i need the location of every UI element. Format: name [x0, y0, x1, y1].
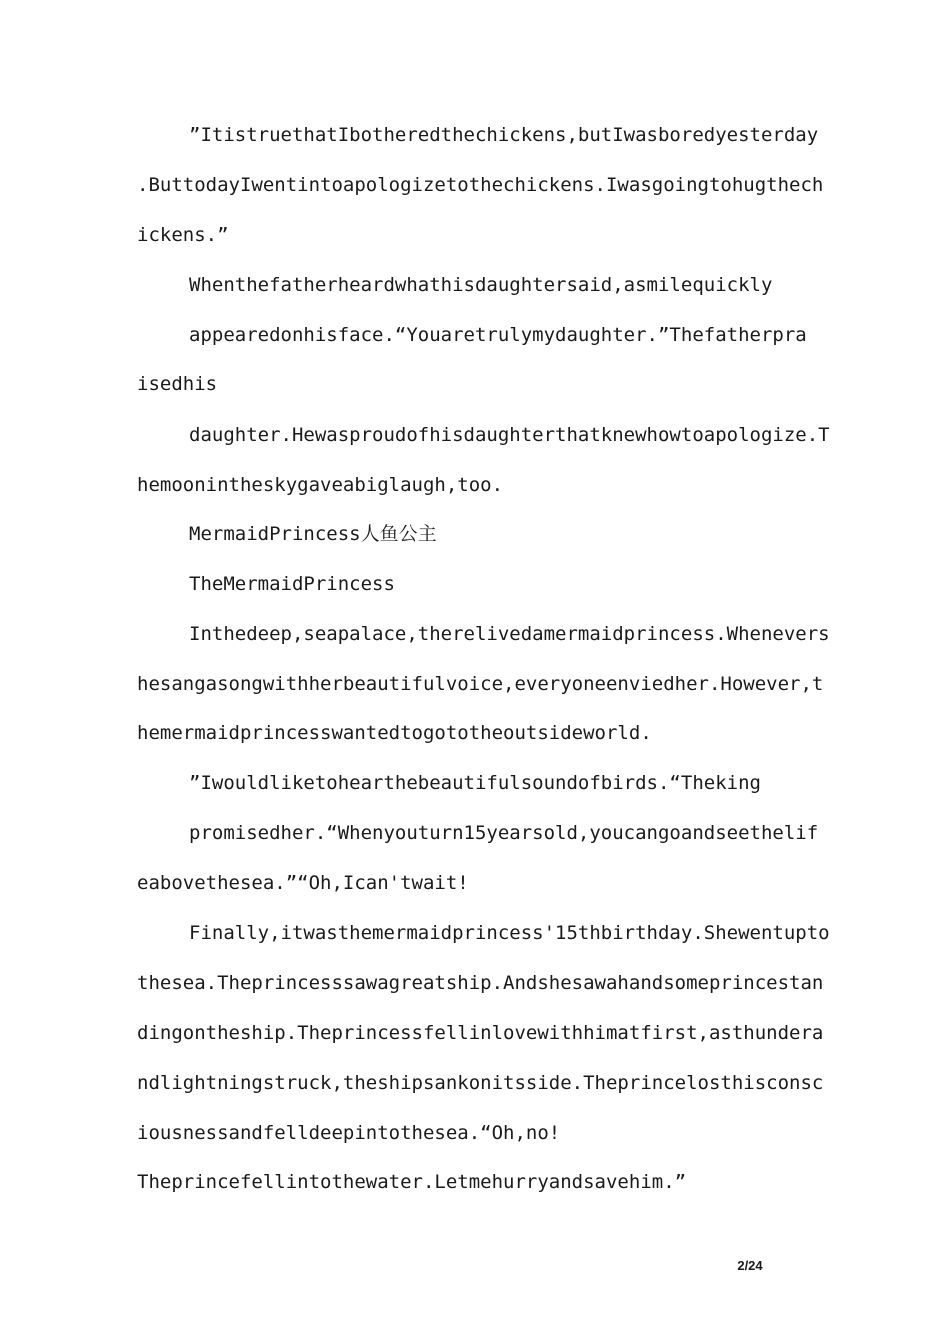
text-line: promisedher.“Whenyouturn15yearsold,youcangoandseethelif: [189, 822, 819, 844]
text-line: eabovethesea.”“Oh,Ican'twait!: [137, 872, 469, 894]
text-line: .ButtodayIwentintoapologizetothechickens.Iwasgoingtohugthech: [137, 174, 824, 196]
text-line: ickens.”: [137, 224, 229, 246]
text-line: Finally,itwasthemermaidprincess'15thbirthday.Shewentupto: [189, 922, 830, 944]
text-line: thesea.Theprincesssawagreatship.Andshesawahandsomeprincestan: [137, 972, 824, 994]
section-heading: MermaidPrincess人鱼公主: [189, 523, 437, 545]
text-line: dingontheship.Theprincessfellinlovewithhimatfirst,asthundera: [137, 1022, 824, 1044]
text-line: ”ItistruethatIbotheredthechickens,butIwasboredyesterday: [189, 124, 819, 146]
text-line: Whenthefatherheardwhathisdaughtersaid,asmilequickly: [189, 274, 773, 296]
text-line: hemoonintheskygaveabiglaugh,too.: [137, 474, 504, 496]
story-title: TheMermaidPrincess: [189, 573, 395, 595]
text-line: hesangasongwithherbeautifulvoice,everyoneenviedher.However,t: [137, 673, 824, 695]
text-line: appearedonhisface.“Youaretrulymydaughter.”Thefatherpra: [189, 324, 807, 346]
text-line: Theprincefellintothewater.Letmehurryandsavehim.”: [137, 1171, 687, 1193]
text-line: Inthedeep,seapalace,therelivedamermaidprincess.Whenevers: [189, 623, 830, 645]
page-number: 2/24: [737, 1258, 763, 1273]
text-line: ndlightningstruck,theshipsankonitsside.Theprincelosthisconsc: [137, 1072, 824, 1094]
text-line: ”Iwouldliketohearthebeautifulsoundofbirds.“Theking: [189, 772, 761, 794]
text-line: iousnessandfelldeepintothesea.“Oh,no!: [137, 1122, 561, 1144]
text-line: hemermaidprincesswantedtogototheoutsideworld.: [137, 722, 652, 744]
text-line: isedhis: [137, 373, 218, 395]
text-line: daughter.Hewasproudofhisdaughterthatknewhowtoapologize.T: [189, 424, 830, 446]
